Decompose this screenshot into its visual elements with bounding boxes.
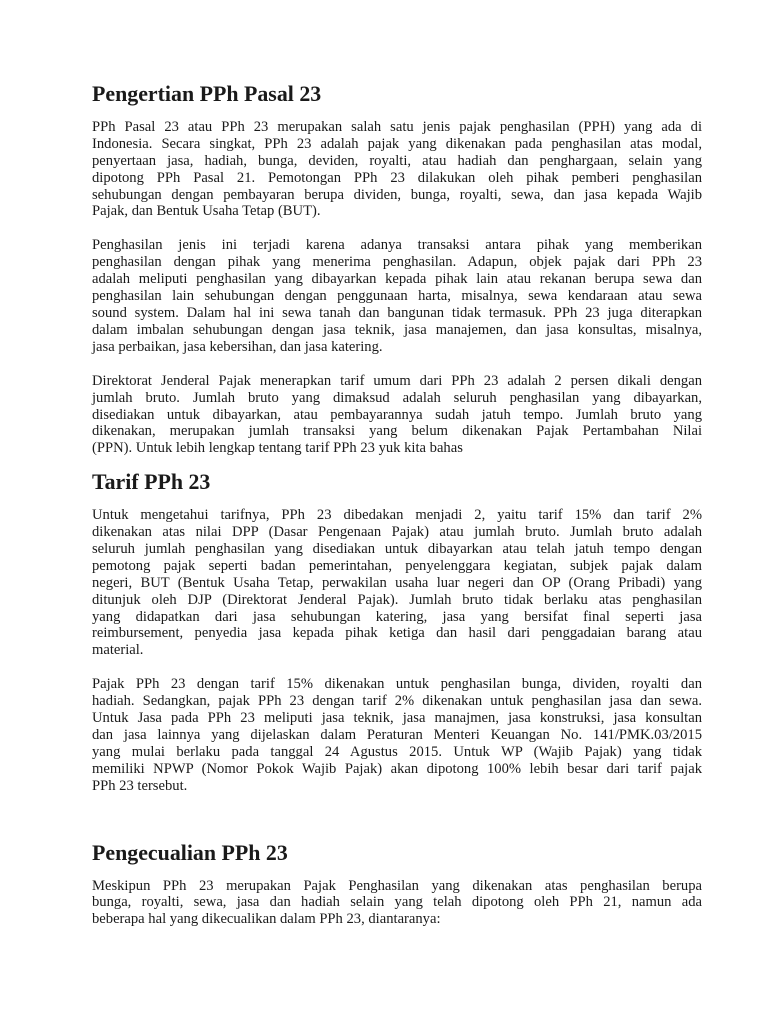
text-line: PPh 23 tersebut. <box>92 777 188 794</box>
text-line: dikenakan, merupakan jumlah transaksi yang belum dikenakan Pajak Pertambahan Nilai <box>92 423 702 440</box>
text-line: reimbursement, penyedia jasa kepada pihak ketiga dan hasil dari penggadaian barang atau <box>92 625 702 642</box>
text-line: disediakan untuk dibayarkan, atau pembayarannya sudah jatuh tempo. Jumlah bruto yang <box>92 406 702 423</box>
text-line: PPh Pasal 23 atau PPh 23 merupakan salah satu jenis pajak penghasilan (PPH) yang ada di <box>92 118 702 135</box>
text-line: dan jasa lainnya yang dijelaskan dalam Peraturan Menteri Keuangan No. 141/PMK.03/2015 <box>92 727 702 743</box>
text-line: Pajak PPh 23 dengan tarif 15% dikenakan untuk penghasilan bunga, dividen, royalti dan <box>92 676 702 693</box>
document-page <box>92 81 702 928</box>
paragraph <box>92 373 702 458</box>
text-line: ditunjuk oleh DJP (Direktorat Jenderal Pajak). Jumlah bruto tidak berlaku atas penghasilan <box>92 591 702 608</box>
text-line: Meskipun PPh 23 merupakan Pajak Penghasilan yang dikenakan atas penghasilan berupa <box>92 877 702 894</box>
text-line: material. <box>92 642 144 659</box>
text-line: jumlah bruto. Jumlah bruto yang dimaksud adalah seluruh penghasilan yang dibayarkan, <box>92 389 702 406</box>
text-line: (PPN). Untuk lebih lengkap tentang tarif PPh 23 yuk kita bahas <box>92 440 463 457</box>
text-line: negeri, BUT (Bentuk Usaha Tetap, perwakilan usaha luar negeri dan OP (Orang Pribadi) yang <box>92 574 702 591</box>
text-line: seluruh jumlah penghasilan yang disediakan untuk dibayarkan atau telah jatuh tempo dengan <box>92 540 702 557</box>
text-line: yang didapatkan dari jasa sehubungan katering, jasa yang bersifat final seperti jasa <box>92 608 702 625</box>
text-line: memiliki NPWP (Nomor Pokok Wajib Pajak) akan dipotong 100% lebih besar dari tarif pajak <box>92 760 702 777</box>
text-line: beberapa hal yang dikecualikan dalam PPh 23, diantaranya: <box>92 911 441 928</box>
text-line: Indonesia. Secara singkat, PPh 23 adalah pajak yang dikenakan pada penghasilan atas modal, <box>92 135 702 152</box>
text-line: sehubungan dengan pembayaran berupa dividen, bunga, royalti, sewa, dan jasa kepada Wajib <box>92 186 702 203</box>
paragraph <box>92 676 702 794</box>
text-line: sound system. Dalam hal ini sewa tanah dan bangunan tidak termasuk. PPh 23 juga diterapkan <box>92 304 702 321</box>
text-line: penyertaan jasa, hadiah, bunga, deviden, royalti, atau hadiah dan penghargaan, selain yang <box>92 152 702 169</box>
text-line: Untuk mengetahui tarifnya, PPh 23 dibedakan menjadi 2, yaitu tarif 15% dan tarif 2% <box>92 507 702 524</box>
text-line: dikenakan atas nilai DPP (Dasar Pengenaan Pajak) atau jumlah bruto. Jumlah bruto adalah <box>92 524 702 541</box>
text-line: pemotong pajak seperti badan pemerintahan, penyelenggara kegiatan, subjek pajak dalam <box>92 557 702 574</box>
section-heading: Pengertian PPh Pasal 23 <box>92 81 322 106</box>
text-line: penghasilan dengan pihak yang menerima penghasilan. Adapun, objek pajak dari PPh 23 <box>92 254 702 271</box>
text-line: Untuk Jasa pada PPh 23 meliputi jasa teknik, jasa manajmen, jasa konstruksi, jasa konsultan <box>92 710 702 727</box>
text-line: hadiah. Sedangkan, pajak PPh 23 dengan tarif 2% dikenakan untuk penghasilan jasa dan sewa. <box>92 693 702 710</box>
paragraph <box>92 119 702 220</box>
text-line: jasa perbaikan, jasa kebersihan, dan jasa katering. <box>92 338 383 355</box>
text-line: dipotong PPh Pasal 21. Pemotongan PPh 23 dilakukan oleh pihak pemberi penghasilan <box>92 169 702 186</box>
paragraph <box>92 237 702 355</box>
text-line: Penghasilan jenis ini terjadi karena adanya transaksi antara pihak yang memberikan <box>92 237 702 254</box>
text-line: Direktorat Jenderal Pajak menerapkan tarif umum dari PPh 23 adalah 2 persen dikali dengan <box>92 372 702 389</box>
text-line: yang mulai berlaku pada tanggal 24 Agustus 2015. Untuk WP (Wajib Pajak) yang tidak <box>92 743 702 760</box>
text-line: penghasilan lain sehubungan dengan penggunaan harta, misalnya, sewa kendaraan atau sewa <box>92 288 702 305</box>
text-line: bunga, royalti, sewa, jasa dan hadiah selain yang telah dipotong oleh PPh 21, namun ada <box>92 894 702 911</box>
section-heading: Pengecualian PPh 23 <box>92 839 288 865</box>
text-line: dalam imbalan sehubungan dengan jasa teknik, jasa manajemen, dan jasa konsultas, misalnya, <box>92 321 702 338</box>
paragraph <box>92 507 702 659</box>
section-heading: Tarif PPh 23 <box>92 469 211 495</box>
text-line: adalah meliputi penghasilan yang dibayarkan kepada pihak lain atau rekanan berupa sewa dan <box>92 271 702 288</box>
paragraph <box>92 878 702 929</box>
text-line: Pajak, dan Bentuk Usaha Tetap (BUT). <box>92 203 321 220</box>
